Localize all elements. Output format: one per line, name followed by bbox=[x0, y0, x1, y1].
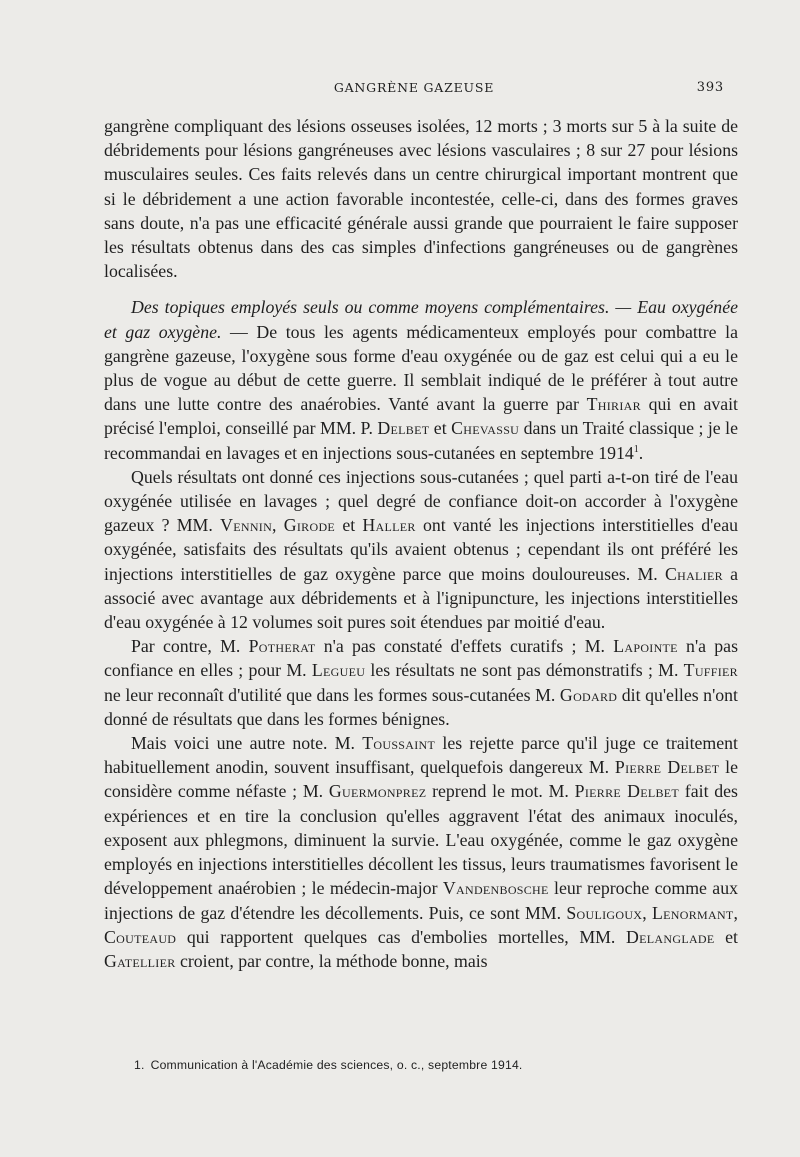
paragraph: Mais voici une autre note. M. Toussaint les rejette parce qu'il juge ce traitement habituellement anodin, souvent insuffisant, quelquefois dangereux M. Pierre Delbet le considère comme néfaste ; M. Guermonprez reprend le mot. M. Pierre Delbet fait des expériences et en tire la conclusion qu'elles aggravent l'état des animaux inoculés, exposent aux phlegmons, diminuent la survie. L'eau oxygénée, comme le gaz oxygène employés en injections interstitielles décollent les tissus, leurs traumatismes favorisent le développement anaérobien ; le médecin-major Vandenbosche leur reproche comme aux injections de gaz d'étendre les décollements. Puis, ce sont MM. Souligoux, Lenormant, Couteaud qui rapportent quelques cas d'embolies mortelles, MM. Delanglade et Gatellier croient, par contre, la méthode bonne, mais bbox=[104, 733, 738, 971]
author-name: Vandenbosche bbox=[442, 878, 549, 899]
author-name: Chevassu bbox=[451, 418, 520, 439]
section-heading: Des topiques employés seuls ou comme moyens complémentaires. — Eau oxygénée et gaz oxygène. bbox=[104, 297, 738, 342]
author-name: Lenormant bbox=[651, 902, 734, 923]
author-name: Lapointe bbox=[613, 636, 678, 657]
author-name: Pierre Delbet bbox=[574, 781, 680, 802]
author-name: Pierre Delbet bbox=[614, 757, 720, 778]
author-name: Chalier bbox=[664, 563, 723, 584]
author-name: Souligoux bbox=[566, 902, 643, 923]
paragraph: Quels résultats ont donné ces injections sous-cutanées ; quel parti a-t-on tiré de l'eau oxygénée utilisée en lavages ; quel degré de confiance doit-on accorder à l'oxygène gazeux ? MM. Vennin, Girode et Haller ont vanté les injections interstitielles d'eau oxygénée, satisfaits des résultats qu'ils avaient obtenus ; cependant ils ont préféré les injections interstitielles de gaz oxygène parce que moins douloureuses. M. Chalier a associé avec avantage aux débridements et à l'ignipuncture, les injections interstitielles d'eau oxygénée à 12 volumes soit pures soit étendues par moitié d'eau. bbox=[104, 466, 738, 633]
author-name: Potherat bbox=[248, 636, 316, 657]
author-name: Godard bbox=[559, 684, 618, 705]
author-name: Delanglade bbox=[626, 926, 715, 947]
author-name: Girode bbox=[283, 515, 336, 536]
footnote-reference: 1 bbox=[633, 443, 639, 455]
author-name: Gatellier bbox=[104, 950, 176, 971]
body-text bbox=[104, 114, 738, 973]
footnote-text: Communication à l'Académie des sciences, o. c., septembre 1914. bbox=[150, 1058, 523, 1072]
running-title: GANGRÈNE GAZEUSE bbox=[333, 80, 495, 95]
author-name: Guermonprez bbox=[328, 781, 427, 802]
author-name: Tuffier bbox=[683, 660, 738, 681]
footnote bbox=[134, 1058, 734, 1072]
footnote-number: 1. bbox=[134, 1058, 145, 1072]
paragraph: Par contre, M. Potherat n'a pas constaté d'effets curatifs ; M. Lapointe n'a pas confiance en elles ; pour M. Legueu les résultats ne sont pas démonstratifs ; M. Tuffier ne leur reconnaît d'utilité que dans les formes sous-cutanées M. Godard dit qu'elles n'ont donné de résultats que dans les formes bénignes. bbox=[104, 636, 738, 729]
author-name: Legueu bbox=[311, 660, 366, 681]
paragraph-continuation: gangrène compliquant des lésions osseuses isolées, 12 morts ; 3 morts sur 5 à la suite de débridements pour lésions gangréneuses avec lésions vasculaires ; 8 sur 27 pour lésions musculaires seules. Ces faits relevés dans un centre chirurgical important montrent que si le débridement a une action favorable incontestée, celle-ci, dans des formes graves sans doute, n'a pas une efficacité générale aussi grande que pourraient le faire supposer les résultats obtenus dans des cas simples d'infections gangréneuses ou de gangrènes localisées. bbox=[104, 116, 738, 282]
paragraph-section-heading: Des topiques employés seuls ou comme moyens complémentaires. — Eau oxygénée et gaz oxygène. — De tous les agents médicamenteux employés pour combattre la gangrène gazeuse, l'oxygène sous forme d'eau oxygénée ou de gaz est celui qui a eu le plus de vogue au début de cette guerre. Il semblait indiqué de le préférer à tout autre dans une lutte contre des anaérobies. Vanté avant la guerre par Thiriar qui en avait précisé l'emploi, conseillé par MM. P. Delbet et Chevassu dans un Traité classique ; je le recommandai en lavages et en injections sous-cutanées en septembre 1914$^1$. bbox=[104, 297, 738, 463]
running-header bbox=[104, 80, 724, 100]
author-name: Haller bbox=[362, 515, 416, 536]
author-name: Couteaud bbox=[104, 926, 177, 947]
author-name: Vennin bbox=[220, 515, 273, 536]
author-name: Toussaint bbox=[362, 733, 436, 754]
author-name: Thiriar bbox=[586, 394, 641, 415]
author-name: Delbet bbox=[377, 418, 430, 439]
page-number: 393 bbox=[696, 80, 724, 95]
